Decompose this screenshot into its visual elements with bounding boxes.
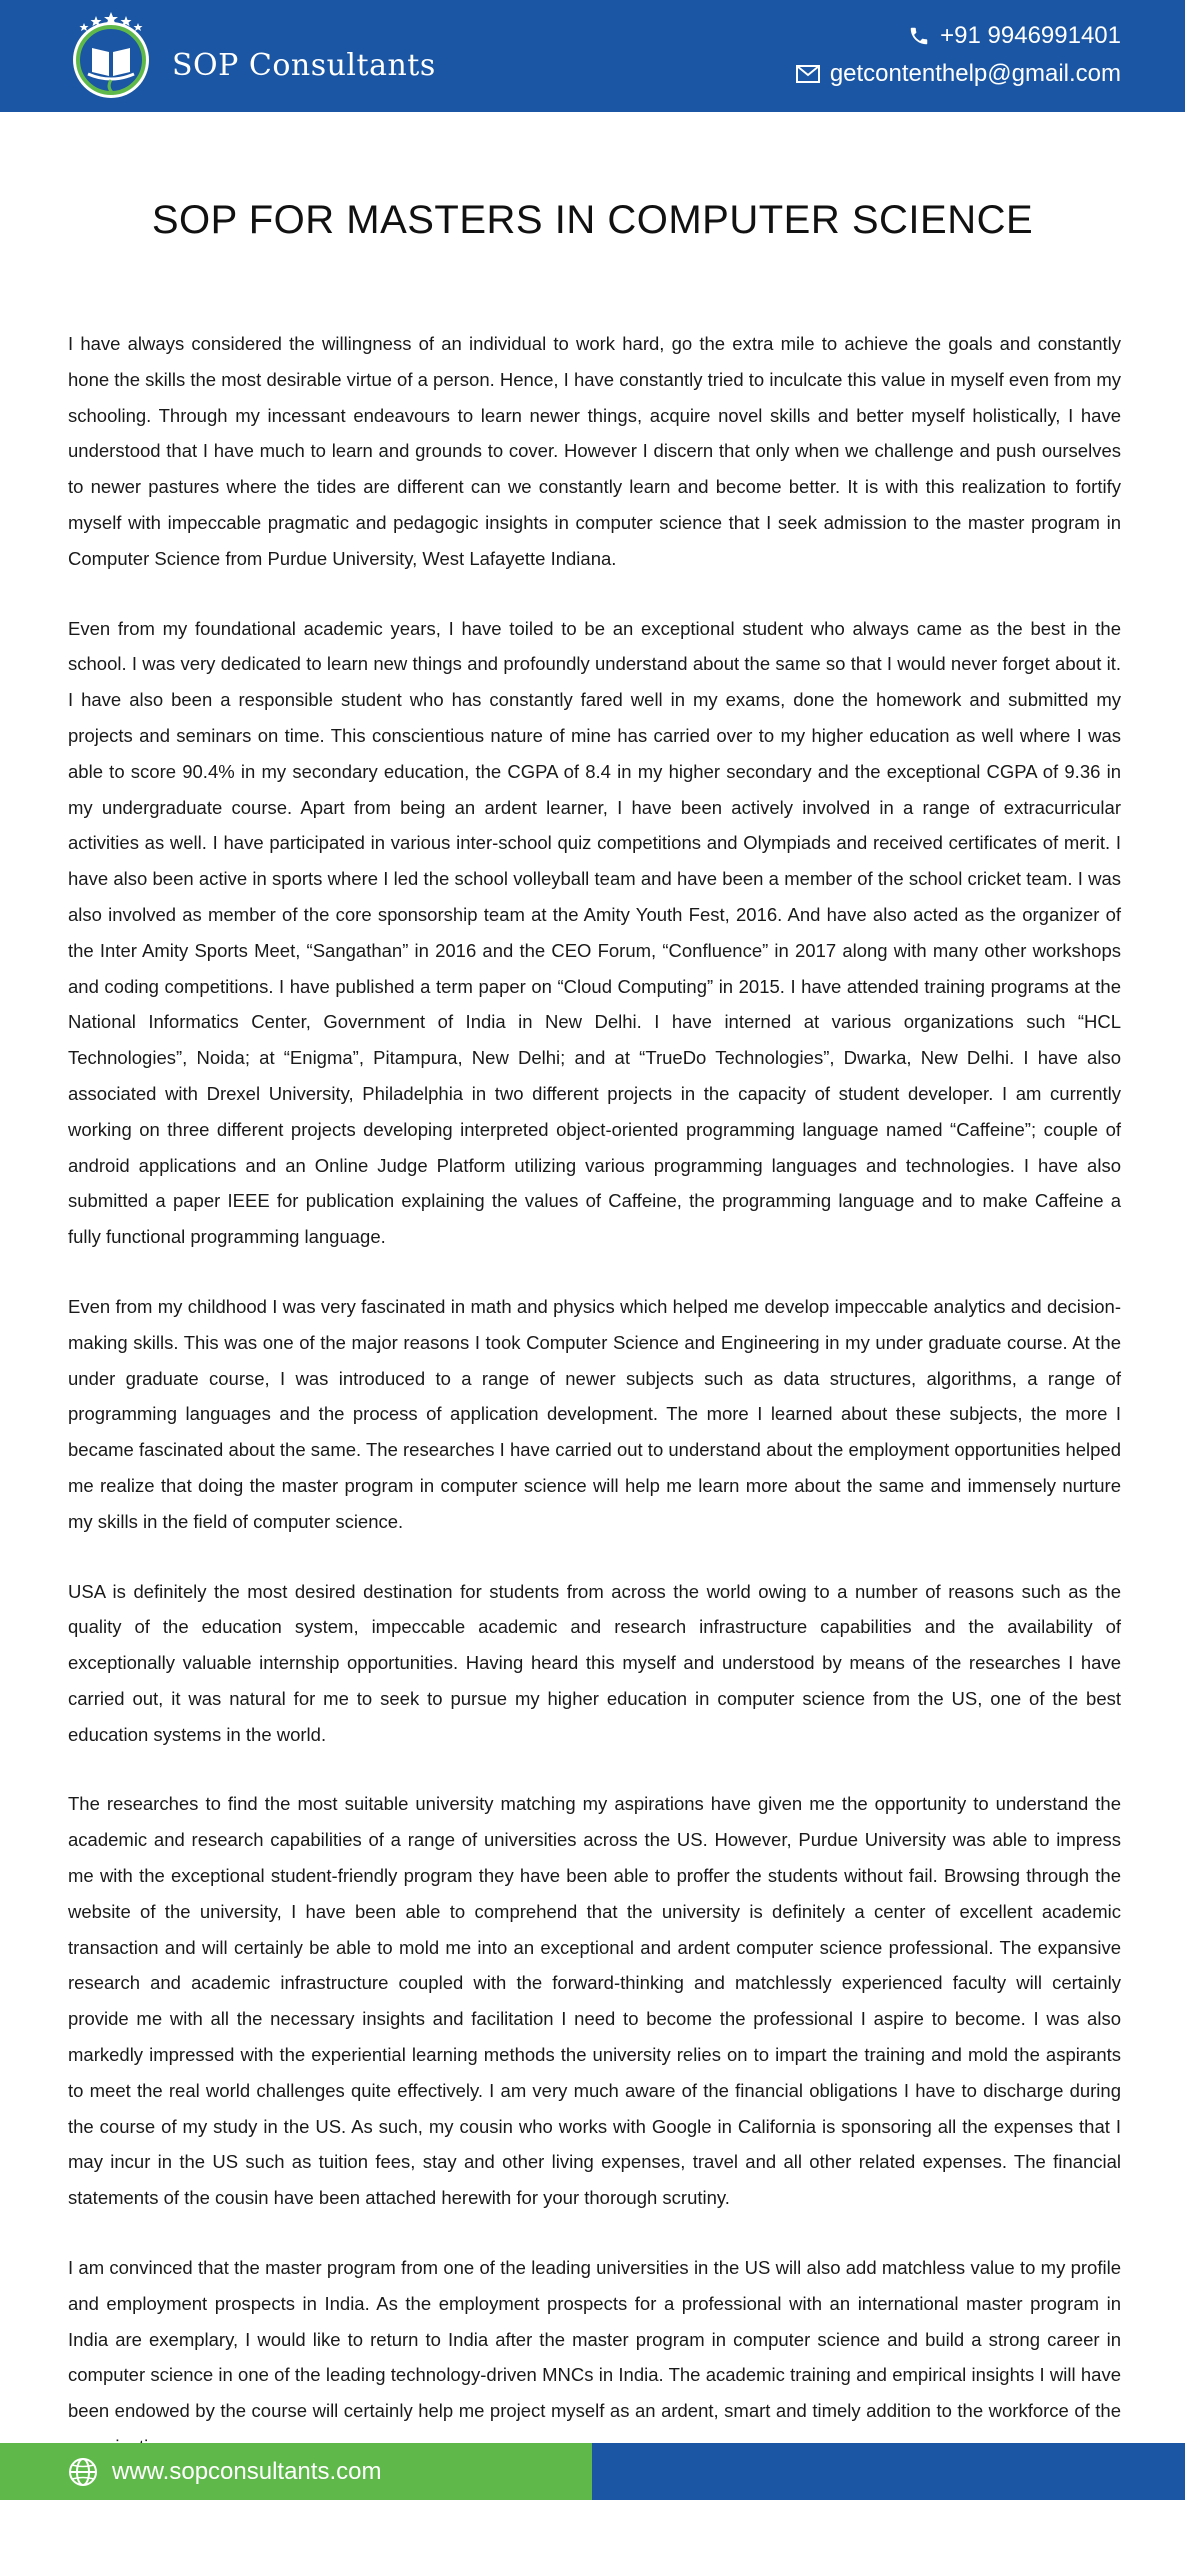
document-body xyxy=(68,326,1121,2499)
phone-icon xyxy=(908,25,930,47)
envelope-icon xyxy=(796,65,820,83)
brand-logo-text[interactable]: SOP Consultants xyxy=(172,48,436,83)
phone-contact[interactable] xyxy=(796,18,1121,54)
email-contact[interactable] xyxy=(796,56,1121,92)
website-link[interactable] xyxy=(0,2443,592,2500)
website-url: www.sopconsultants.com xyxy=(112,2457,382,2485)
paragraph: Even from my foundational academic years, I have toiled to be an exceptional student who always came as the best in the school. I was very dedicated to learn new things and profoundly understand about the same so that I would never forget about it. I have also been a responsible student who has constantly fared well in my exams, done the homework and submitted my projects and seminars on time. This conscientious nature of mine has carried over to my higher education as well where I was able to score 90.4% in my secondary education, the CGPA of 8.4 in my higher secondary and the exceptional CGPA of 9.36 in my undergraduate course. Apart from being an ardent learner, I have been actively involved in a range of extracurricular activities as well. I have participated in various inter-school quiz competitions and Olympiads and received certificates of merit. I have also been active in sports where I led the school volleyball team and have been a member of the school cricket team. I was also involved as member of the core sponsorship team at the Amity Youth Fest, 2016. And have also acted as the organizer of the Inter Amity Sports Meet, “Sangathan” in 2016 and the CEO Forum, “Confluence” in 2017 along with many other workshops and coding competitions. I have published a term paper on “Cloud Computing” in 2015. I have attended training programs at the National Informatics Center, Government of India in New Delhi. I have interned at various organizations such “HCL Technologies”, Noida; at “Enigma”, Pitampura, New Delhi; and at “TrueDo Technologies”, Dwarka, New Delhi. I have also associated with Drexel University, Philadelphia in two different projects in the capacity of student developer. I am currently working on three different projects developing interpreted object-oriented programming language named “Caffeine”; couple of android applications and an Online Judge Platform utilizing various programming languages and technologies. I have also submitted a paper IEEE for publication explaining the values of Caffeine, the programming language and to make Caffeine a fully functional programming language. xyxy=(68,617,1121,1248)
globe-icon xyxy=(68,2457,98,2487)
paragraph: I have always considered the willingness of an individual to work hard, go the extra mile to achieve the goals and constantly hone the skills the most desirable virtue of a person. Hence, I have constantly tried to inculcate this value in myself even from my schooling. Through my incessant endeavours to learn newer things, acquire novel skills and better myself holistically, I have understood that I have much to learn and grounds to cover. However I discern that only when we challenge and push ourselves to newer pastures where the tides are different can we constantly learn and become better. It is with this realization to fortify myself with impeccable pragmatic and pedagogic insights in computer science that I seek admission to the master program in Computer Science from Purdue University, West Lafayette Indiana. xyxy=(68,333,1121,569)
phone-number: +91 9946991401 xyxy=(940,22,1121,49)
paragraph: The researches to find the most suitable university matching my aspirations have given me the opportunity to understand the academic and research capabilities of a range of universities across the US. However, Purdue University was able to impress me with the exceptional student-friendly program they have been able to proffer the students without fail. Browsing through the website of the university, I have been able to comprehend that the university is definitely a center of excellent academic transaction and will certainly be able to mold me into an exceptional and ardent computer science professional. The expansive research and academic infrastructure coupled with the forward-thinking and matchlessly experienced faculty will certainly provide me with all the necessary insights and facilitation I need to become the professional I aspire to become. I was also markedly impressed with the experiential learning methods the university relies on to impart the training and mold the aspirants to meet the real world challenges quite effectively. I am very much aware of the financial obligations I have to discharge during the course of my study in the US. As such, my cousin who works with Google in California is sponsoring all the expenses that I may incur in the US such as tuition fees, stay and other living expenses, travel and all other related expenses. The financial statements of the cousin have been attached herewith for your thorough scrutiny. xyxy=(68,1793,1121,2209)
email-address: getcontenthelp@gmail.com xyxy=(829,60,1121,87)
paragraph: I am convinced that the master program from one of the leading universities in the US will also add matchless value to my profile and employment prospects in India. As the employment prospects for a professional with an international master program in India are exemplary, I would like to return to India after the master program in computer science and build a strong career in computer science in one of the leading technology-driven MNCs in India. The academic training and empirical insights I will have been endowed by the course will certainly help me project myself as an ardent, smart and timely addition to the workforce of the xyxy=(68,2257,1121,2422)
logo-book-icon[interactable] xyxy=(68,10,154,102)
paragraph: USA is definitely the most desired destination for students from across the world owing to a number of reasons such as the quality of the education system, impeccable academic and research infrastructure capabilities and the availability of exceptionally valuable internship opportunities. Having heard this myself and understood by means of the researches I have carried out, it was natural for me to seek to pursue my higher education in computer science from the US, one of the best education systems in the world. xyxy=(68,1580,1121,1745)
paragraph: Even from my childhood I was very fascinated in math and physics which helped me develop impeccable analytics and decision-making skills. This was one of the major reasons I took Computer Science and Engineering in my under graduate course. At the under graduate course, I was introduced to a range of newer subjects such as data structures, algorithms, a range of programming languages and the process of application development. The more I learned about these subjects, the more I became fascinated about the same. The researches I have carried out to understand about the employment opportunities helped me realize that doing the master program in computer science will help me learn more about the same and immensely nurture my skills in the field of computer science. xyxy=(68,1295,1121,1532)
footer-bar xyxy=(0,2443,1185,2500)
contact-info xyxy=(796,18,1121,92)
page-title: SOP FOR MASTERS IN COMPUTER SCIENCE xyxy=(151,198,1034,242)
footer-accent xyxy=(592,2443,1185,2500)
header-bar xyxy=(0,0,1185,112)
